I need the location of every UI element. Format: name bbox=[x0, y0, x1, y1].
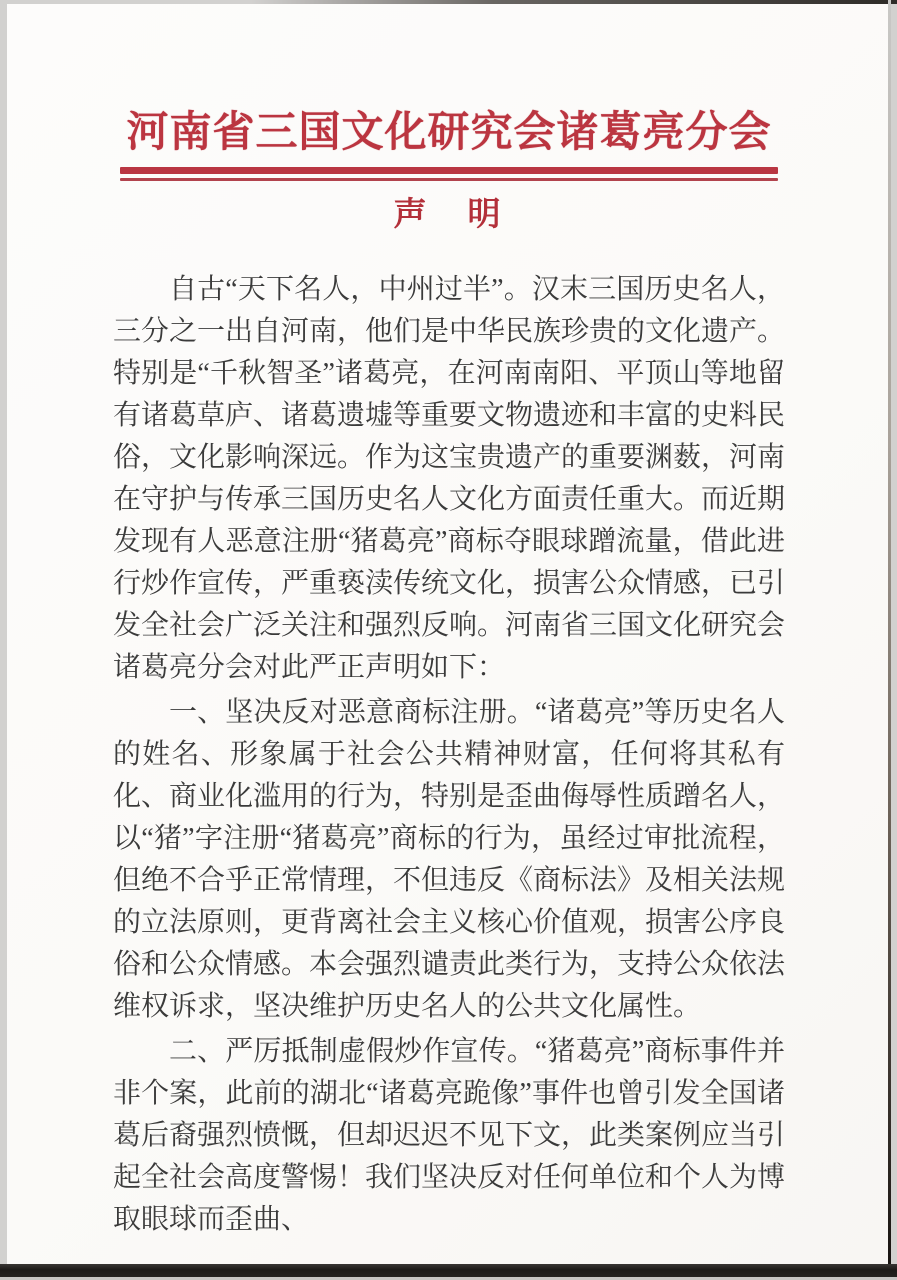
document-title: 声 明 bbox=[393, 197, 505, 234]
divider-thick-line bbox=[120, 167, 778, 174]
statement-body bbox=[113, 269, 785, 1241]
document-page bbox=[7, 4, 891, 1264]
organization-title: 河南省三国文化研究会诸葛亮分会 bbox=[126, 110, 772, 156]
header-divider bbox=[120, 167, 778, 181]
statement-paragraph-point-one: 一、坚决反对恶意商标注册。“诸葛亮”等历史名人的姓名、形象属于社会公共精神财富，任何将其私有化、商业化滥用的行为，特别是歪曲侮辱性质蹭名人，以“猪”字注册“猪葛亮”商标的行为，虽经过审批流程，但绝不合乎正常情理，不但违反《商标法》及相关法规的立法原则，更背离社会主义核心价值观，损害公序良俗和公众情感。本会强烈谴责此类行为，支持公众依法维权诉求，坚决维护历史名人的公共文化属性。 bbox=[113, 696, 786, 1022]
statement-paragraph-intro: 自古“天下名人，中州过半”。汉末三国历史名人，三分之一出自河南，他们是中华民族珍贵的文化遗产。特别是“千秋智圣”诸葛亮，在河南南阳、平顶山等地留有诸葛草庐、诸葛遗墟等重要文物遗迹和丰富的史料民俗，文化影响深远。作为这宝贵遗产的重要渊薮，河南在守护与传承三国历史名人文化方面责任重大。而近期发现有人恶意注册“猪葛亮”商标夺眼球蹭流量，借此进行炒作宣传，严重亵渎传统文化，损害公众情感，已引发全社会广泛关注和强烈反响。河南省三国文化研究会诸葛亮分会对此严正声明如下： bbox=[113, 273, 786, 683]
divider-thin-line bbox=[120, 178, 778, 181]
scan-edge-bottom bbox=[0, 1264, 897, 1277]
statement-paragraph-point-two: 二、严厉抵制虚假炒作宣传。“猪葛亮”商标事件并非个案，此前的湖北“诸葛亮跪像”事件也曾引发全国诸葛后裔强烈愤慨，但却迟迟不见下文，此类案例应当引起全社会高度警惕！我们坚决反对任何单位和个人为博取眼球而歪曲、 bbox=[113, 1035, 786, 1235]
